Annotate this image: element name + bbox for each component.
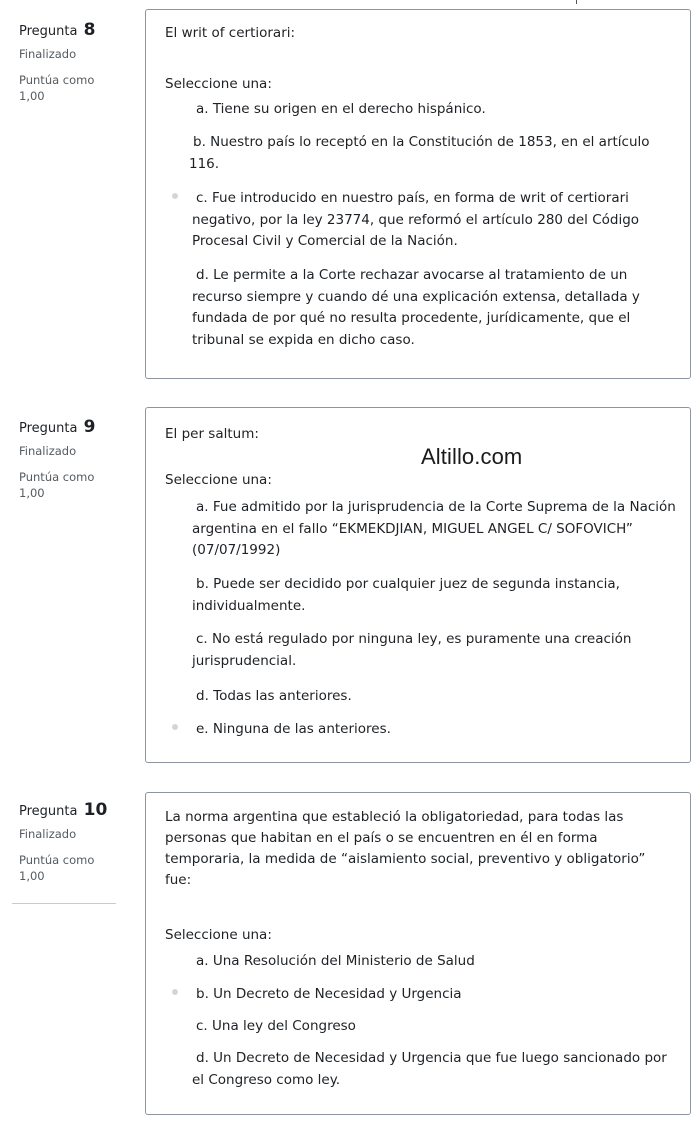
question-number: [19, 22, 119, 40]
answer-option[interactable]: [165, 951, 680, 973]
question-stem: La norma argentina que estableció la obligatoriedad, para todas las personas que habitan en el país o se encuentren en él en forma temporaria, la medida de “aislamiento social, preventivo y obligatorio” fue:: [165, 809, 646, 888]
question-info-divider: [12, 903, 116, 904]
grade-label: Puntúa como: [19, 73, 95, 87]
option-label: b. Nuestro país lo receptó en la Constitución de 1853, en el artículo 116.: [189, 134, 650, 172]
grade-value: 1,00: [19, 486, 45, 500]
question-content-box: [145, 9, 691, 379]
question-content-box: [145, 792, 691, 1115]
grade-value: 1,00: [19, 89, 45, 103]
option-label: d. Le permite a la Corte rechazar avocarse al tratamiento de un recurso siempre y cuando dé una explicación extensa, detallada y fundada de por qué no resulta procedente, jurídicamente, que el tribunal se expida en dicho caso.: [192, 267, 640, 348]
question-grade: [19, 852, 119, 884]
radio-selected-icon: [172, 724, 178, 730]
question-grade: [19, 469, 119, 501]
answer-option[interactable]: [165, 132, 680, 175]
answer-prompt: Seleccione una:: [165, 76, 272, 92]
answer-option-selected[interactable]: [165, 719, 680, 741]
radio-selected-icon: [172, 193, 178, 199]
question-info: [19, 22, 119, 104]
watermark-text: Altillo.com: [421, 444, 523, 469]
answer-option-selected[interactable]: [165, 984, 680, 1006]
answer-prompt: Seleccione una:: [165, 927, 272, 943]
question-state: Finalizado: [19, 444, 77, 458]
answer-option[interactable]: [165, 574, 680, 617]
option-label: a. Fue admitido por la jurisprudencia de la Corte Suprema de la Nación argentina en el fallo “EKMEKDJIAN, MIGUEL ANGEL C/ SOFOVICH” (07/07/1992): [192, 499, 676, 558]
answer-prompt: Seleccione una:: [165, 472, 272, 488]
answer-option-selected[interactable]: [165, 188, 680, 253]
option-label: c. No está regulado por ninguna ley, es puramente una creación jurisprudencial.: [192, 631, 632, 669]
grade-label: Puntúa como: [19, 470, 95, 484]
option-label: a. Tiene su origen en el derecho hispánico.: [196, 101, 486, 117]
box-edge-mark: [576, 0, 583, 4]
question-state: Finalizado: [19, 47, 77, 61]
answer-option[interactable]: [165, 1016, 680, 1038]
question-label: Pregunta: [19, 24, 78, 39]
previous-question-box-edge: [145, 0, 693, 4]
answer-option[interactable]: [165, 99, 680, 121]
option-label: b. Un Decreto de Necesidad y Urgencia: [196, 986, 462, 1002]
question-info: [19, 802, 119, 884]
option-label: c. Fue introducido en nuestro país, en forma de writ of certiorari negativo, por la ley 23774, que reformó el artículo 280 del Código Procesal Civil y Comercial de la Nación.: [192, 190, 640, 249]
question-state: Finalizado: [19, 827, 77, 841]
option-label: d. Un Decreto de Necesidad y Urgencia que fue luego sancionado por el Congreso como ley.: [192, 1050, 667, 1088]
answer-option[interactable]: [165, 265, 680, 351]
option-label: e. Ninguna de las anteriores.: [196, 721, 391, 737]
question-label: Pregunta: [19, 804, 78, 819]
question-stem: El writ of certiorari:: [165, 25, 296, 41]
answer-option[interactable]: [165, 629, 680, 672]
question-number: [19, 419, 119, 437]
question-info: [19, 419, 119, 501]
grade-value: 1,00: [19, 869, 45, 883]
question-grade: [19, 72, 119, 104]
answer-option[interactable]: [165, 497, 680, 562]
question-number-value: 8: [83, 20, 96, 40]
option-label: a. Una Resolución del Ministerio de Salud: [196, 953, 475, 969]
option-label: c. Una ley del Congreso: [196, 1018, 356, 1034]
grade-label: Puntúa como: [19, 853, 95, 867]
option-label: b. Puede ser decidido por cualquier juez de segunda instancia, individualmente.: [192, 576, 620, 614]
answer-option[interactable]: [165, 686, 680, 708]
question-number-value: 10: [83, 800, 108, 820]
question-content-box: [145, 407, 691, 763]
question-number: [19, 802, 119, 820]
radio-selected-icon: [172, 989, 178, 995]
option-label: d. Todas las anteriores.: [196, 688, 352, 704]
answer-option[interactable]: [165, 1048, 680, 1091]
question-stem: El per saltum:: [165, 426, 259, 442]
question-number-value: 9: [83, 417, 96, 437]
question-label: Pregunta: [19, 421, 78, 436]
